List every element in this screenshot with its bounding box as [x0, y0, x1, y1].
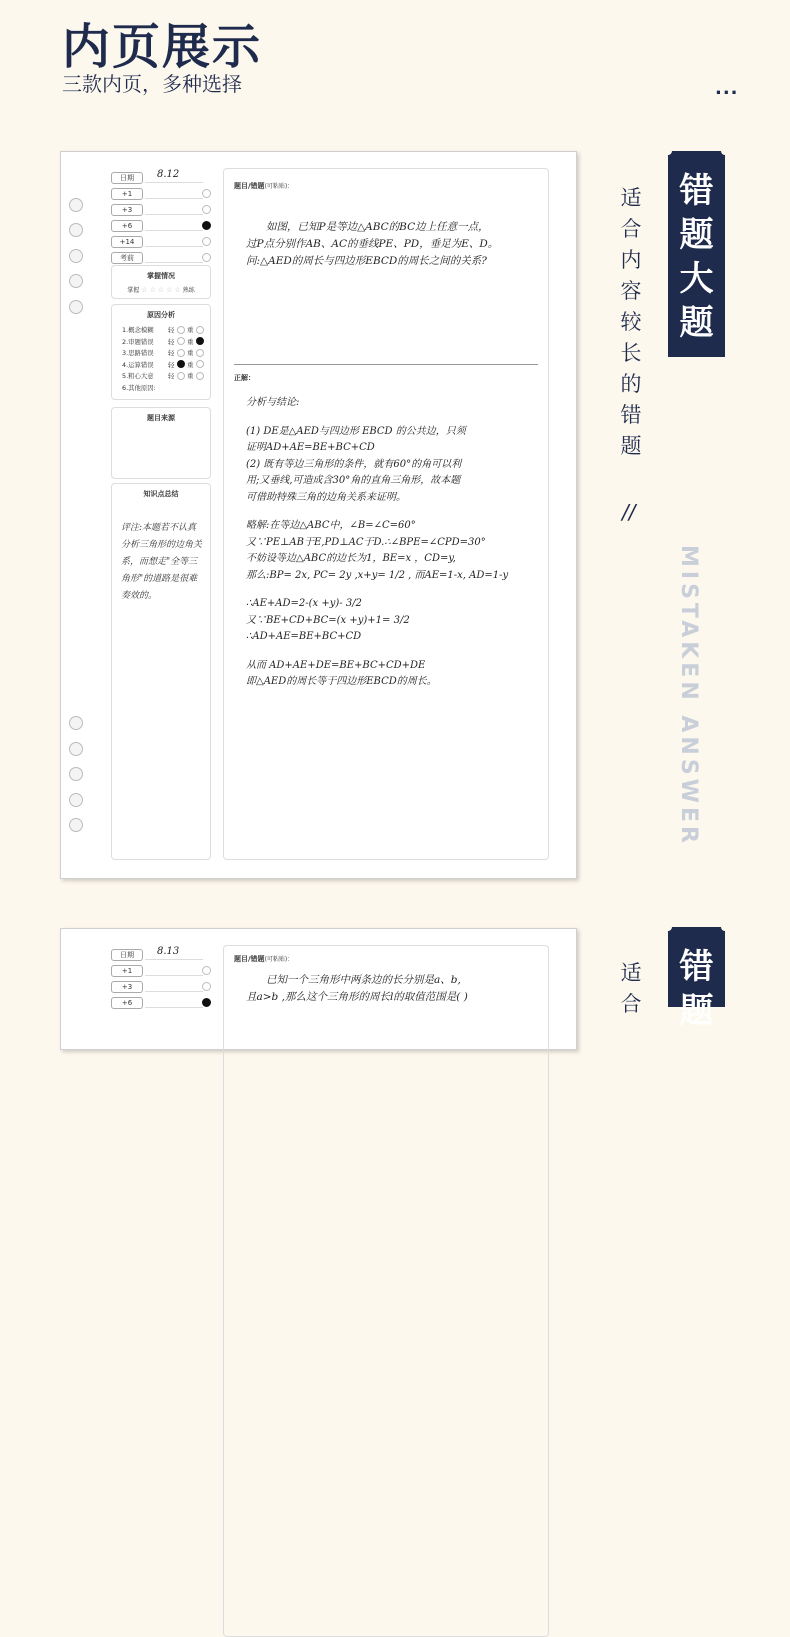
- review-line: [145, 991, 203, 992]
- review-sidebar: [111, 947, 211, 1011]
- cause-row: [122, 336, 210, 348]
- category-description: [617, 183, 645, 462]
- light-radio[interactable]: [177, 349, 185, 357]
- cause-row: [122, 347, 210, 359]
- ribbon-notch: [664, 147, 672, 155]
- character: 合: [620, 992, 642, 1016]
- date-row: [111, 170, 211, 186]
- text-line: 略解:在等边△ABC中，∠B=∠C=60°: [246, 520, 416, 531]
- question-text: [246, 219, 544, 270]
- text-line: ∴AD+AE=BE+BC+CD: [246, 631, 362, 642]
- knowledge-note: 评注:本题若不认真分析三角形的边角关系，而想走"全等三角形"的道路是很难奏效的。: [121, 523, 203, 601]
- mastery-box: [111, 265, 211, 299]
- character: 容: [620, 279, 642, 303]
- text-line: 又∵BE+CD+BC=(x +y)+1= 3/2: [246, 614, 410, 626]
- review-line: [145, 262, 203, 263]
- star-icon[interactable]: ☆: [157, 285, 165, 294]
- heavy-radio[interactable]: [196, 360, 204, 368]
- text-line: (1) DE是△AED与四边形 EBCD 的公共边，只须: [246, 425, 466, 437]
- text-line: 不妨设等边△ABC的边长为1，BE=x ，CD=y,: [246, 553, 456, 564]
- date-value: 8.13: [157, 946, 180, 957]
- heavy-label: 重: [187, 337, 194, 346]
- english-watermark-text: MISTAKEN ANSWER: [676, 545, 701, 847]
- binder-hole: [69, 274, 83, 288]
- text-line: 用;又垂线,可造成含30°角的直角三角形，故本题: [246, 475, 461, 486]
- cause-label: 1.概念模糊: [122, 326, 154, 335]
- light-radio[interactable]: [177, 337, 185, 345]
- question-text: [246, 972, 544, 1006]
- light-radio[interactable]: [177, 372, 185, 380]
- date-label: 日期: [111, 172, 143, 184]
- english-watermark: [674, 545, 718, 847]
- character: 较: [620, 310, 642, 334]
- review-checkbox[interactable]: [202, 998, 211, 1007]
- answer-text: [246, 395, 546, 691]
- heavy-label: 重: [187, 326, 194, 335]
- mastery-right-label: 熟练: [182, 287, 195, 294]
- question-area: [223, 168, 549, 860]
- page-subtitle: 三款内页，多种选择: [62, 72, 242, 96]
- review-row: [111, 250, 211, 266]
- more-dots: ...: [715, 78, 739, 99]
- review-checkbox[interactable]: [202, 982, 211, 991]
- review-row: [111, 202, 211, 218]
- date-label: 日期: [111, 949, 143, 961]
- knowledge-title: 知识点总结: [143, 490, 179, 498]
- heavy-radio[interactable]: [196, 337, 204, 345]
- cause-row: [122, 382, 210, 394]
- character: 合: [620, 217, 642, 241]
- cause-row: [122, 370, 210, 382]
- blank-line: [246, 412, 546, 424]
- light-label: 轻: [168, 372, 175, 381]
- light-label: 轻: [168, 326, 175, 335]
- review-checkbox[interactable]: [202, 253, 211, 262]
- review-row: [111, 186, 211, 202]
- character: 题: [679, 215, 714, 255]
- character: 适: [620, 186, 642, 210]
- cause-title: 原因分析: [147, 311, 175, 319]
- text-line: 分析与结论:: [246, 397, 300, 408]
- date-value: 8.12: [157, 169, 180, 180]
- heavy-label: 重: [187, 349, 194, 358]
- cause-label: 4.运算错误: [122, 360, 154, 369]
- review-line: [145, 214, 203, 215]
- binder-hole: [69, 716, 83, 730]
- page-title: 内页展示: [62, 19, 263, 75]
- review-interval-label: +14: [111, 236, 143, 248]
- review-checkbox[interactable]: [202, 237, 211, 246]
- source-title: 题目来源: [147, 414, 175, 422]
- cause-label: 6.其他原因:: [122, 383, 156, 392]
- cause-analysis-box: [111, 304, 211, 400]
- character: 长: [620, 341, 642, 365]
- cause-row: [122, 359, 210, 371]
- answer-label: 正解：: [234, 374, 255, 382]
- review-interval-label: +1: [111, 965, 143, 977]
- question-area: [223, 945, 549, 1637]
- character: 错: [679, 947, 714, 987]
- binder-hole: [69, 767, 83, 781]
- category-ribbon: [668, 927, 725, 1031]
- text-line: (2) 既有等边三角形的条件，就有60°的角可以利: [246, 458, 462, 470]
- heavy-label: 重: [187, 360, 194, 369]
- review-row: [111, 234, 211, 250]
- character: 适: [620, 961, 642, 985]
- character: 题: [679, 303, 714, 343]
- blank-line: [246, 646, 546, 658]
- character: 错: [679, 171, 714, 211]
- cause-label: 5.粗心大意: [122, 372, 154, 381]
- review-interval-label: +3: [111, 204, 143, 216]
- heavy-label: 重: [187, 372, 194, 381]
- heavy-radio[interactable]: [196, 349, 204, 357]
- text-line: 即△AED的周长等于四边形EBCD的周长。: [246, 676, 437, 687]
- text-line: 如图，已知P是等边△ABC的BC边上任意一点，: [266, 221, 489, 233]
- category-description: [617, 958, 645, 1020]
- cause-label: 2.审题错误: [122, 337, 154, 346]
- text-line: 过P点分别作AB、AC的垂线PE、PD，垂足为E、D。: [246, 238, 499, 250]
- review-line: [145, 230, 203, 231]
- review-interval-label: +1: [111, 188, 143, 200]
- character: 题: [620, 434, 642, 458]
- review-checkbox[interactable]: [202, 189, 211, 198]
- character: 题: [679, 991, 714, 1031]
- text-line: 那么:BP= 2x, PC= 2y ,x+y= 1/2 , 而AE=1-x, AD=1-y: [246, 569, 509, 581]
- review-interval-label: +6: [111, 220, 143, 232]
- slash-mark: //: [622, 500, 636, 524]
- heavy-radio[interactable]: [196, 372, 204, 380]
- review-line: [145, 198, 203, 199]
- source-box: [111, 407, 211, 479]
- cause-label: 3.思路错误: [122, 349, 154, 358]
- divider: [234, 364, 538, 365]
- review-checkbox[interactable]: [202, 966, 211, 975]
- binder-hole: [69, 223, 83, 237]
- binder-hole: [69, 818, 83, 832]
- light-label: 轻: [168, 360, 175, 369]
- review-interval-label: +3: [111, 981, 143, 993]
- text-line: ∴AE+AD=2-(x +y)- 3/2: [246, 598, 362, 609]
- text-line: 证明AD+AE=BE+BC+CD: [246, 442, 375, 453]
- review-checkbox[interactable]: [202, 221, 211, 230]
- light-radio[interactable]: [177, 326, 185, 334]
- heavy-radio[interactable]: [196, 326, 204, 334]
- review-line: [145, 246, 203, 247]
- review-row: [111, 963, 211, 979]
- light-radio[interactable]: [177, 360, 185, 368]
- character: 错: [620, 403, 642, 427]
- light-label: 轻: [168, 337, 175, 346]
- binder-hole: [69, 742, 83, 756]
- mastery-title: 掌握情况: [147, 272, 175, 280]
- review-checkbox[interactable]: [202, 205, 211, 214]
- binder-hole: [69, 300, 83, 314]
- star-icon[interactable]: ☆: [166, 285, 173, 294]
- text-line: 已知一个三角形中两条边的长分别是a、b,: [266, 974, 461, 986]
- review-interval-label: 考前: [111, 252, 143, 264]
- notebook-page-1: [60, 151, 577, 879]
- binder-hole: [69, 198, 83, 212]
- star-icon[interactable]: ☆: [141, 285, 148, 294]
- review-sidebar: [111, 170, 211, 266]
- star-icon[interactable]: ☆: [149, 285, 156, 294]
- review-line: [145, 1007, 203, 1008]
- notebook-page-2: [60, 928, 577, 1050]
- binder-hole: [69, 249, 83, 263]
- knowledge-box: [111, 483, 211, 860]
- review-row: [111, 979, 211, 995]
- date-row: [111, 947, 211, 963]
- mastery-left-label: 掌握: [127, 287, 140, 294]
- review-row: [111, 218, 211, 234]
- star-icon[interactable]: ☆: [174, 285, 181, 294]
- text-line: 问:△AED的周长与四边形EBCD的周长之间的关系?: [246, 255, 487, 267]
- review-interval-label: +6: [111, 997, 143, 1009]
- question-label: 题目/错题(可粘贴)：: [234, 955, 294, 963]
- text-line: 从而 AD+AE+DE=BE+BC+CD+DE: [246, 659, 426, 671]
- blank-line: [246, 506, 546, 518]
- category-ribbon: [668, 151, 725, 357]
- character: 大: [679, 259, 714, 299]
- character: 的: [620, 372, 642, 396]
- review-row: [111, 995, 211, 1011]
- question-label: 题目/错题(可粘贴)：: [234, 182, 294, 190]
- light-label: 轻: [168, 349, 175, 358]
- review-line: [145, 975, 203, 976]
- ribbon-notch: [721, 923, 729, 931]
- text-line: 可借助特殊三角的边角关系来证明。: [246, 491, 406, 503]
- ribbon-notch: [721, 147, 729, 155]
- cause-row: [122, 324, 210, 336]
- blank-line: [246, 584, 546, 596]
- character: 内: [620, 248, 642, 272]
- text-line: 又∵PE⊥AB于E,PD⊥AC于D.∴∠BPE=∠CPD=30°: [246, 536, 486, 548]
- ribbon-notch: [664, 923, 672, 931]
- binder-hole: [69, 793, 83, 807]
- text-line: 且a>b ,那么这个三角形的周长l的取值范围是( ): [246, 991, 468, 1003]
